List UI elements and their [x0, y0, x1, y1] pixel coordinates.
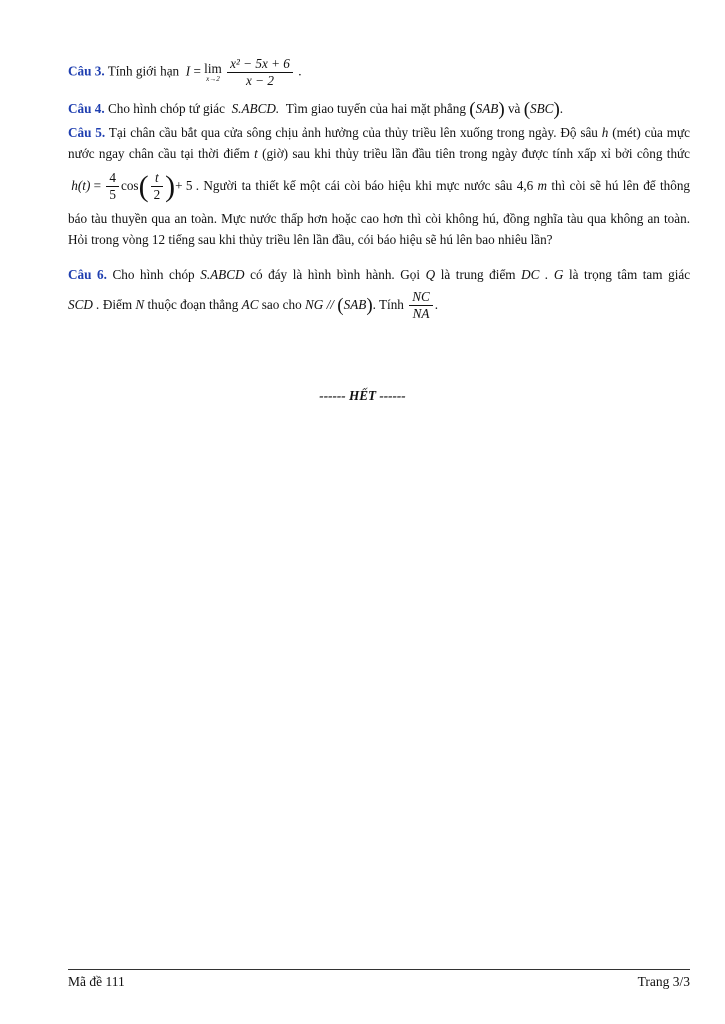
depth-variable: h — [601, 125, 609, 140]
question-6-text-4: là trọng tâm tam giác — [568, 267, 691, 282]
formula-ht: h(t) — [71, 178, 91, 193]
question-5-label: Câu 5. — [68, 125, 106, 140]
question-3-label: Câu 3. — [68, 63, 105, 79]
question-5-text-3: (giờ) sau khi thủy triều lần đầu tiên trong ngày được tính xấp xỉ bởi công thức — [262, 146, 691, 161]
question-6-text-1: Cho hình chóp — [112, 267, 195, 282]
question-6-text-7: sao cho — [261, 297, 302, 312]
question-6-text-3: là trung điểm — [440, 267, 516, 282]
question-3 — [68, 56, 690, 89]
question-6-label: Câu 6. — [68, 267, 107, 282]
formula-cos: cos — [120, 178, 139, 193]
limit-variable: I — [185, 63, 191, 79]
ratio-denominator: NA — [412, 306, 430, 322]
point-q: Q — [425, 267, 436, 282]
plane-sab: SAB — [475, 101, 499, 116]
depth-formula: h(t) = $\frac{4}{5}$ cos( $\frac{t}{2}$ )+ 5 . — [71, 169, 200, 203]
fraction-denominator: x − 2 — [246, 73, 274, 88]
triangle-scd: SCD . — [68, 297, 100, 312]
segment-dc: DC . — [521, 267, 549, 282]
exam-code: Mã đề 111 — [68, 974, 125, 989]
pyramid-name: S.ABCD — [200, 267, 245, 282]
question-4-text: Cho hình chóp tứ giác — [107, 101, 225, 116]
depth-unit: m — [537, 178, 548, 193]
time-variable: t — [254, 146, 258, 161]
question-5-text-5: thì còi sẽ hú lên để thông báo tàu thuyền qua an toàn. Mực nước thấp hơn hoặc cao hơn thì còi không hú, đồng nghĩa tàu qua không an toàn. Hỏi trong vòng 12 tiếng sau khi thủy triều lên lần đầu, cói báo hiệu sẽ hú lên bao nhiêu lần? — [68, 178, 691, 247]
question-6-line-2: SCD . Điểm N thuộc đoạn thẳng AC sao cho NG // (SAB). Tính $\frac{NC}{NA}$ . — [68, 289, 439, 322]
ratio-fraction — [409, 289, 433, 322]
and-word: và — [507, 101, 521, 116]
formula-plus-five: + 5 . — [175, 178, 200, 193]
question-4-text-2: Tìm giao tuyến của hai mặt phẳng — [285, 101, 466, 116]
plane-sbc: SBC — [530, 101, 554, 116]
limit-text: lim — [204, 60, 222, 76]
question-3-end: . — [298, 63, 302, 79]
question-6-text-6: thuộc đoạn thẳng — [147, 297, 239, 312]
formula-equals: = — [93, 178, 102, 193]
pyramid-name: S.ABCD. — [231, 101, 280, 116]
limit-operator — [204, 60, 222, 83]
question-4-label: Câu 4. — [68, 101, 105, 116]
page-number: Trang 3/3 — [637, 974, 690, 989]
question-3-text: Tính giới hạn — [107, 63, 180, 79]
question-6-end: . — [434, 297, 439, 312]
coefficient-denominator: 5 — [109, 187, 116, 203]
equals-sign: = — [193, 63, 201, 79]
question-6-text-2: có đáy là hình bình hành. Gọi — [250, 267, 421, 282]
parallel-ng: NG // — [305, 297, 334, 312]
segment-ac: AC — [241, 297, 259, 312]
depth-value: 4,6 — [516, 178, 534, 193]
question-5-text-1: Tại chân cầu bắt qua cửa sông chịu ảnh hưởng của thủy triều lên xuống trong ngày. Độ sâu — [108, 125, 598, 140]
question-5 — [68, 122, 690, 250]
question-6 — [68, 264, 690, 325]
formula-argument — [151, 170, 164, 203]
limit-subscript: x→2 — [206, 74, 220, 83]
argument-numerator: t — [151, 170, 164, 187]
coefficient-numerator: 4 — [106, 170, 119, 187]
question-5-text-4: Người ta thiết kế một cái còi báo hiệu khi mực nước sâu — [203, 178, 513, 193]
point-g: G — [553, 267, 564, 282]
question-5-text-2: (mét) của mực nước ngay chân cầu tại thời điểm — [68, 125, 690, 161]
question-6-text-8: . Tính — [372, 297, 404, 312]
formula-coefficient — [106, 170, 119, 203]
point-n: N — [135, 297, 145, 312]
limit-fraction — [227, 56, 293, 89]
fraction-numerator: x² − 5x + 6 — [227, 56, 293, 73]
argument-denominator: 2 — [153, 187, 161, 203]
question-6-text-5: Điểm — [102, 297, 133, 312]
plane-sab: SAB — [343, 297, 367, 312]
footer-divider — [68, 969, 690, 970]
end-marker: ------ HẾT ------ — [319, 388, 406, 403]
ratio-numerator: NC — [409, 289, 433, 306]
question-4-end: . — [559, 101, 564, 116]
question-4: Câu 4. Cho hình chóp tứ giác S.ABCD. Tìm giao tuyến của hai mặt phẳng (SAB) và (SBC). — [68, 98, 564, 120]
